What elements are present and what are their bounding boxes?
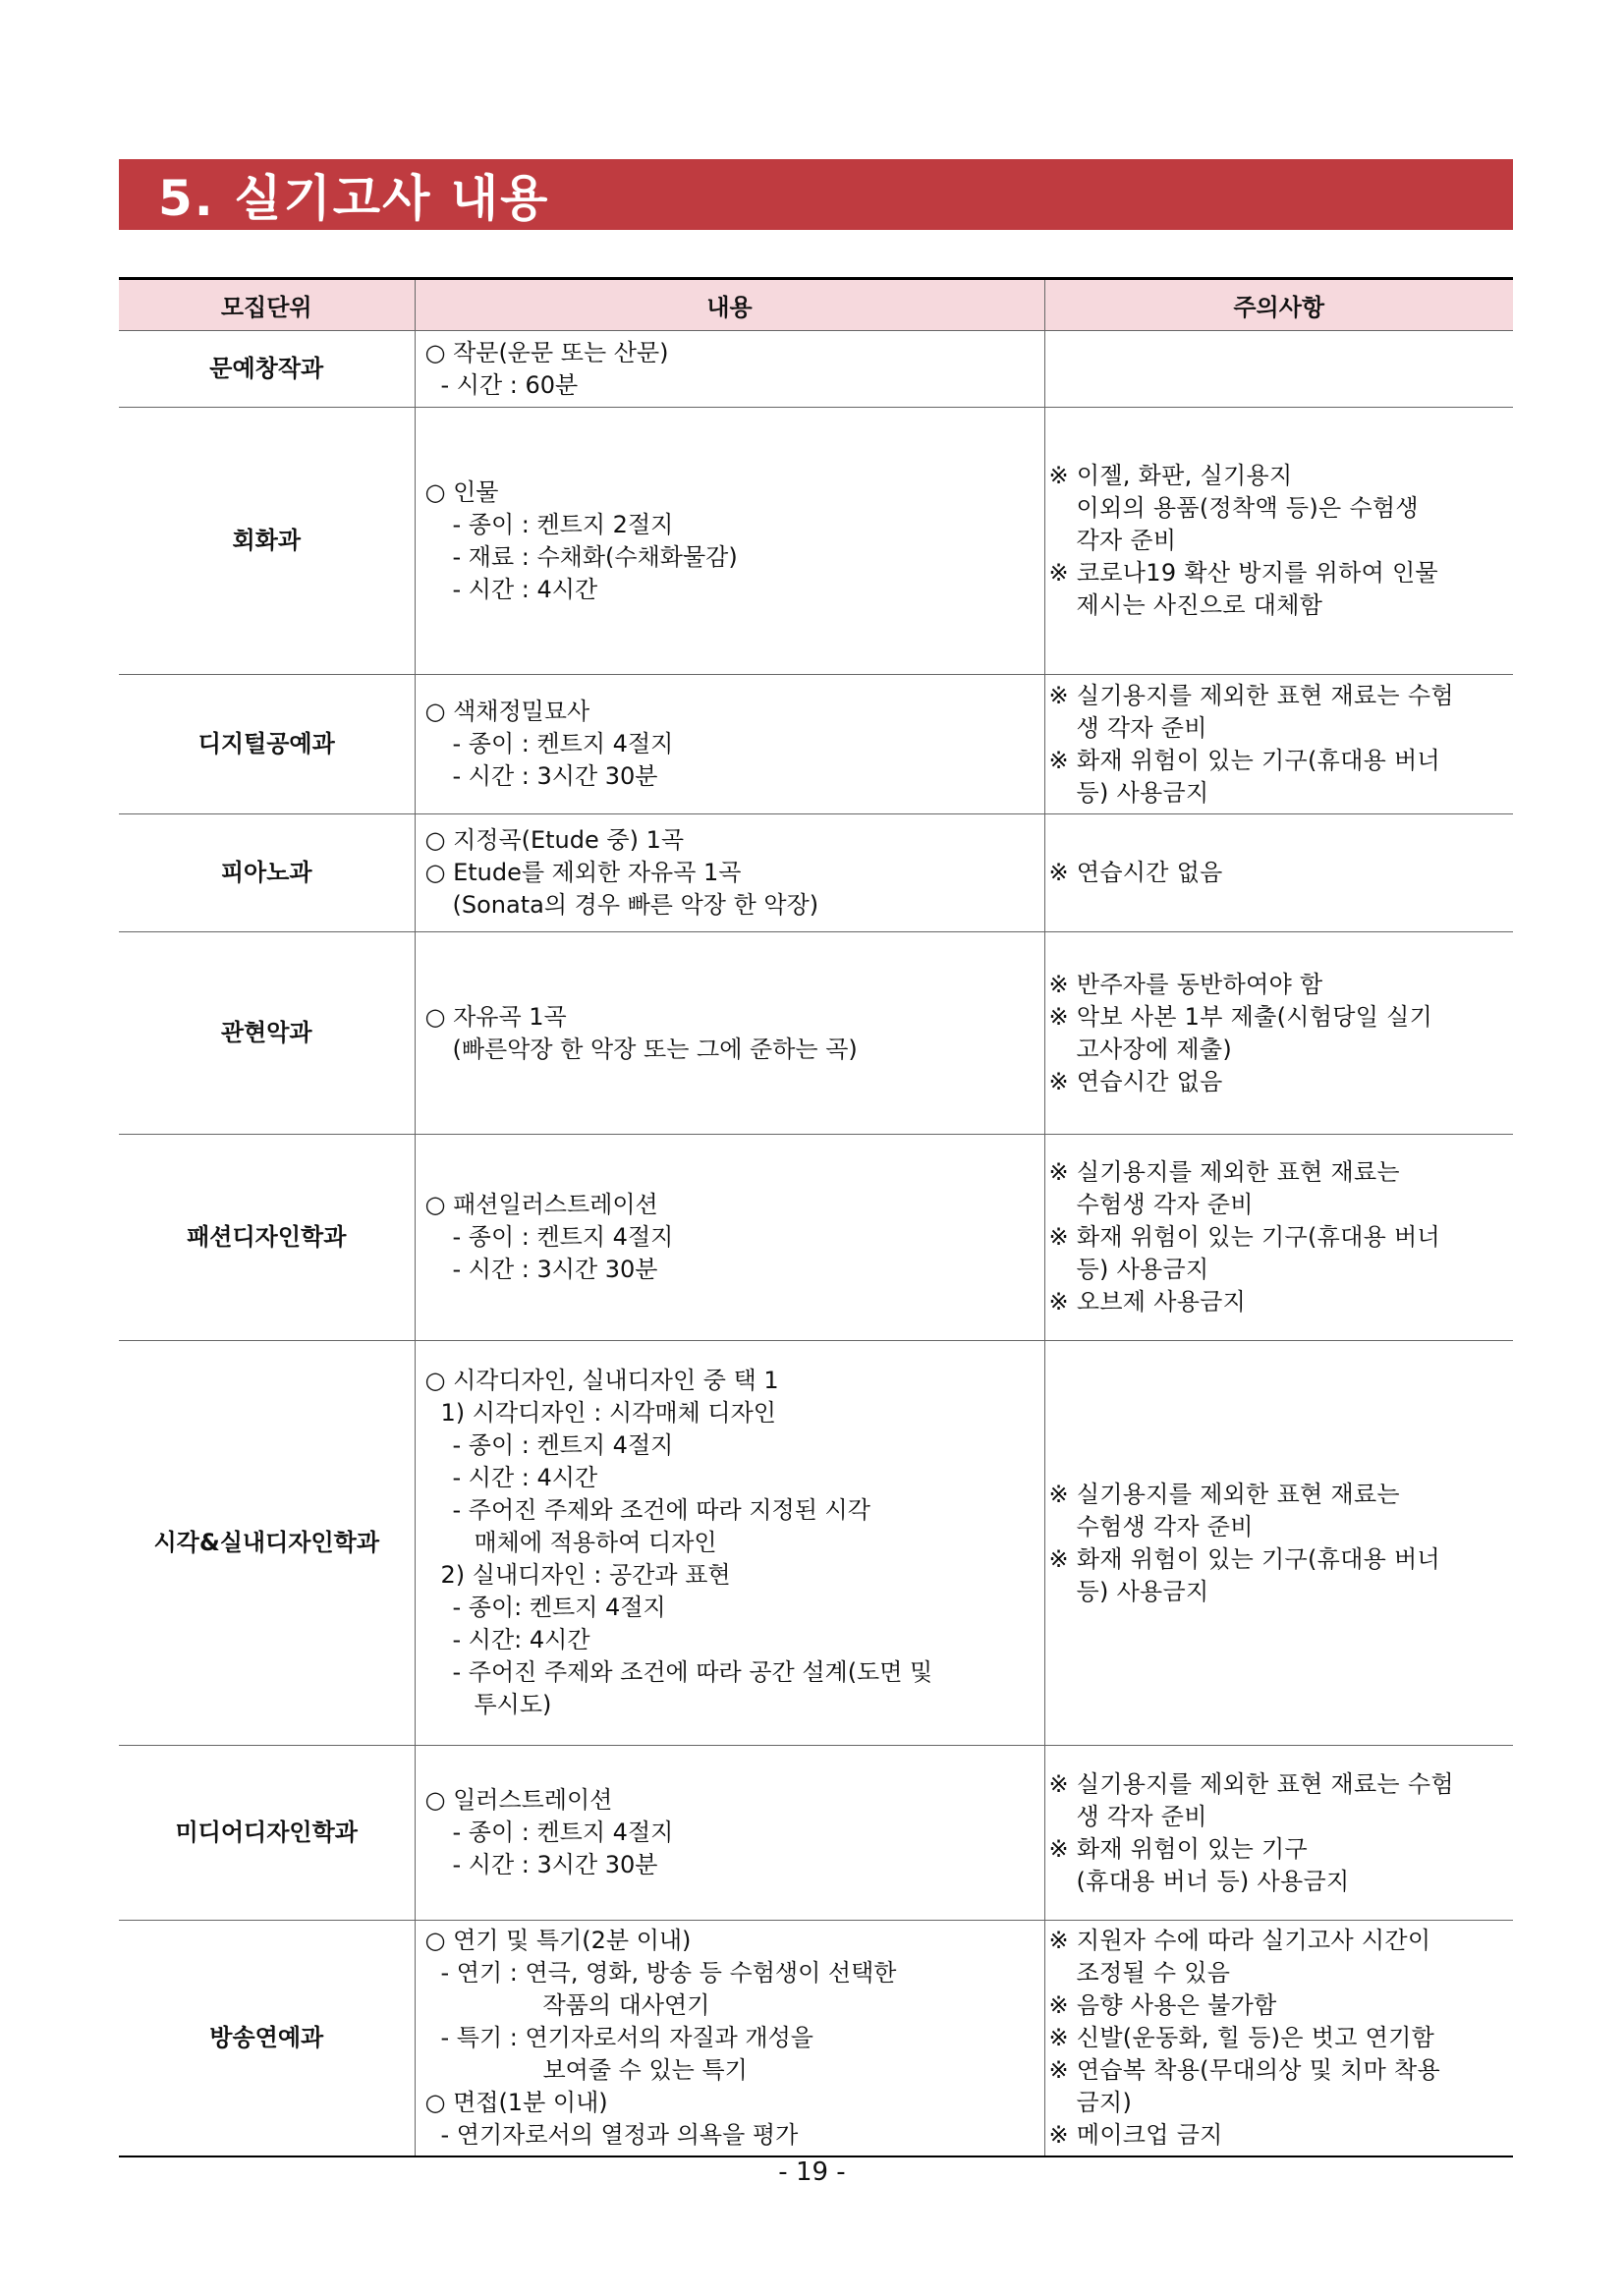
note-line: 고사장에 제출): [1076, 1035, 1232, 1063]
note-line: ※ 지원자 수에 따라 실기고사 시간이: [1048, 1927, 1431, 1954]
note-line: 이외의 용품(정착액 등)은 수험생: [1076, 494, 1419, 522]
content-line: - 시간 : 3시간 30분: [452, 1256, 658, 1283]
note-line: ※ 코로나19 확산 방지를 위하여 인물: [1048, 559, 1438, 587]
note-line: ※ 악보 사본 1부 제출(시험당일 실기: [1048, 1002, 1433, 1031]
note-line: 수험생 각자 준비: [1076, 1191, 1254, 1218]
note-line: ※ 반주자를 동반하여야 함: [1048, 970, 1323, 998]
note-line: 등) 사용금지: [1076, 1577, 1209, 1605]
note-line: 생 각자 준비: [1076, 1802, 1207, 1830]
table-header-row: [119, 279, 1513, 331]
content-line: (Sonata의 경우 빠른 악장 한 악장): [452, 891, 819, 919]
content-cell: [415, 331, 1044, 408]
content-line: - 특기 : 연기자로서의 자질과 개성을: [440, 2024, 813, 2051]
note-line: ※ 연습복 착용(무대의상 및 치마 착용: [1048, 2056, 1440, 2084]
unit-cell: 피아노과: [119, 814, 415, 932]
content-cell: [415, 1921, 1044, 2157]
content-line: - 종이: 켄트지 4절지: [452, 1594, 666, 1621]
content-line: ○ 인물: [424, 477, 499, 506]
content-line: - 시간 : 4시간: [452, 1464, 598, 1491]
exam-content-table: [119, 277, 1513, 2157]
content-line: ○ 패션일러스트레이션: [424, 1191, 658, 1218]
notes-cell: [1044, 814, 1513, 932]
table-row: [119, 331, 1513, 408]
content-line: ○ 작문(운문 또는 산문): [424, 338, 669, 366]
content-line: - 주어진 주제와 조건에 따라 지정된 시각: [452, 1496, 870, 1524]
notes-cell: [1044, 1135, 1513, 1341]
content-line: 매체에 적용하여 디자인: [474, 1529, 717, 1556]
unit-cell: 문예창작과: [119, 331, 415, 408]
unit-cell: 방송연예과: [119, 1921, 415, 2157]
content-line: 투시도): [474, 1691, 552, 1718]
content-line: (빠른악장 한 악장 또는 그에 준하는 곡): [452, 1035, 858, 1063]
unit-cell: 패션디자인학과: [119, 1135, 415, 1341]
content-line: - 종이 : 켄트지 4절지: [452, 730, 674, 757]
content-line: - 시간 : 3시간 30분: [452, 1851, 658, 1878]
note-line: 제시는 사진으로 대체함: [1076, 591, 1323, 619]
note-line: ※ 실기용지를 제외한 표현 재료는 수험: [1048, 681, 1454, 709]
content-cell: [415, 814, 1044, 932]
content-cell: [415, 1135, 1044, 1341]
content-cell: [415, 408, 1044, 675]
table-row: [119, 1341, 1513, 1746]
content-cell: [415, 1341, 1044, 1746]
table-row: [119, 408, 1513, 675]
content-line: 작품의 대사연기: [542, 1991, 710, 2019]
note-line: ※ 연습시간 없음: [1048, 859, 1223, 886]
note-line: ※ 오브제 사용금지: [1048, 1288, 1247, 1316]
note-line: ※ 메이크업 금지: [1048, 2121, 1223, 2149]
content-line: 2) 실내디자인 : 공간과 표현: [440, 1561, 731, 1589]
note-line: ※ 음향 사용은 불가함: [1048, 1991, 1277, 2019]
note-line: ※ 실기용지를 제외한 표현 재료는: [1048, 1480, 1400, 1508]
note-line: ※ 화재 위험이 있는 기구(휴대용 버너: [1048, 746, 1440, 774]
content-cell: [415, 675, 1044, 814]
content-line: 1) 시각디자인 : 시각매체 디자인: [440, 1399, 776, 1427]
note-line: ※ 실기용지를 제외한 표현 재료는 수험: [1048, 1769, 1454, 1798]
content-line: ○ 색채정밀묘사: [424, 698, 590, 725]
note-line: ※ 화재 위험이 있는 기구: [1048, 1834, 1308, 1863]
table-row: [119, 675, 1513, 814]
table-row: [119, 1135, 1513, 1341]
content-line: ○ 지정곡(Etude 중) 1곡: [424, 826, 685, 854]
unit-cell: 미디어디자인학과: [119, 1746, 415, 1921]
note-line: 조정될 수 있음: [1076, 1959, 1231, 1987]
note-line: 금지): [1076, 2089, 1133, 2116]
note-line: ※ 화재 위험이 있는 기구(휴대용 버너: [1048, 1223, 1440, 1251]
content-line: - 종이 : 켄트지 2절지: [452, 510, 674, 538]
content-line: - 시간 : 4시간: [452, 575, 598, 603]
section-title: 5. 실기고사 내용: [158, 170, 550, 227]
note-line: 등) 사용금지: [1076, 778, 1209, 807]
section-title-banner: [119, 159, 1513, 230]
content-line: - 연기자로서의 열정과 의욕을 평가: [440, 2121, 799, 2149]
content-line: ○ 연기 및 특기(2분 이내): [424, 1927, 692, 1954]
content-line: 보여줄 수 있는 특기: [542, 2056, 748, 2084]
content-line: - 주어진 주제와 조건에 따라 공간 설계(도면 및: [452, 1658, 933, 1686]
unit-cell: 회화과: [119, 408, 415, 675]
header-unit: 모집단위: [119, 279, 415, 331]
note-line: ※ 실기용지를 제외한 표현 재료는: [1048, 1158, 1400, 1186]
content-line: - 재료 : 수채화(수채화물감): [452, 542, 738, 571]
header-content: 내용: [415, 279, 1044, 331]
notes-cell: [1044, 331, 1513, 408]
note-line: ※ 화재 위험이 있는 기구(휴대용 버너: [1048, 1544, 1440, 1573]
content-line: - 연기 : 연극, 영화, 방송 등 수험생이 선택한: [440, 1959, 897, 1987]
header-notes: 주의사항: [1044, 279, 1513, 331]
notes-cell: [1044, 1921, 1513, 2157]
content-line: ○ Etude를 제외한 자유곡 1곡: [424, 859, 742, 886]
content-line: - 종이 : 켄트지 4절지: [452, 1819, 674, 1846]
table-row: [119, 932, 1513, 1135]
content-line: ○ 일러스트레이션: [424, 1786, 613, 1814]
content-line: ○ 시각디자인, 실내디자인 중 택 1: [424, 1367, 779, 1394]
content-line: ○ 자유곡 1곡: [424, 1002, 567, 1031]
unit-cell: 관현악과: [119, 932, 415, 1135]
content-cell: [415, 1746, 1044, 1921]
content-line: - 시간 : 60분: [440, 370, 579, 399]
page-number: - 19 -: [778, 2157, 846, 2187]
note-line: 각자 준비: [1076, 527, 1177, 554]
content-cell: [415, 932, 1044, 1135]
notes-cell: [1044, 408, 1513, 675]
table-row: [119, 1746, 1513, 1921]
note-line: ※ 이젤, 화판, 실기용지: [1048, 462, 1293, 489]
unit-cell: 디지털공예과: [119, 675, 415, 814]
note-line: 등) 사용금지: [1076, 1256, 1209, 1283]
unit-cell: 시각&실내디자인학과: [119, 1341, 415, 1746]
notes-cell: [1044, 932, 1513, 1135]
content-line: ○ 면접(1분 이내): [424, 2089, 608, 2116]
notes-cell: [1044, 1341, 1513, 1746]
content-line: - 시간: 4시간: [452, 1626, 590, 1653]
note-line: (휴대용 버너 등) 사용금지: [1076, 1867, 1350, 1895]
note-line: ※ 신발(운동화, 힐 등)은 벗고 연기함: [1048, 2024, 1435, 2051]
content-line: - 종이 : 켄트지 4절지: [452, 1431, 674, 1459]
table-row: [119, 1921, 1513, 2157]
note-line: 생 각자 준비: [1076, 713, 1207, 742]
table-row: [119, 814, 1513, 932]
note-line: 수험생 각자 준비: [1076, 1512, 1254, 1540]
content-line: - 시간 : 3시간 30분: [452, 762, 658, 790]
note-line: ※ 연습시간 없음: [1048, 1067, 1223, 1095]
notes-cell: [1044, 675, 1513, 814]
content-line: - 종이 : 켄트지 4절지: [452, 1223, 674, 1251]
notes-cell: [1044, 1746, 1513, 1921]
